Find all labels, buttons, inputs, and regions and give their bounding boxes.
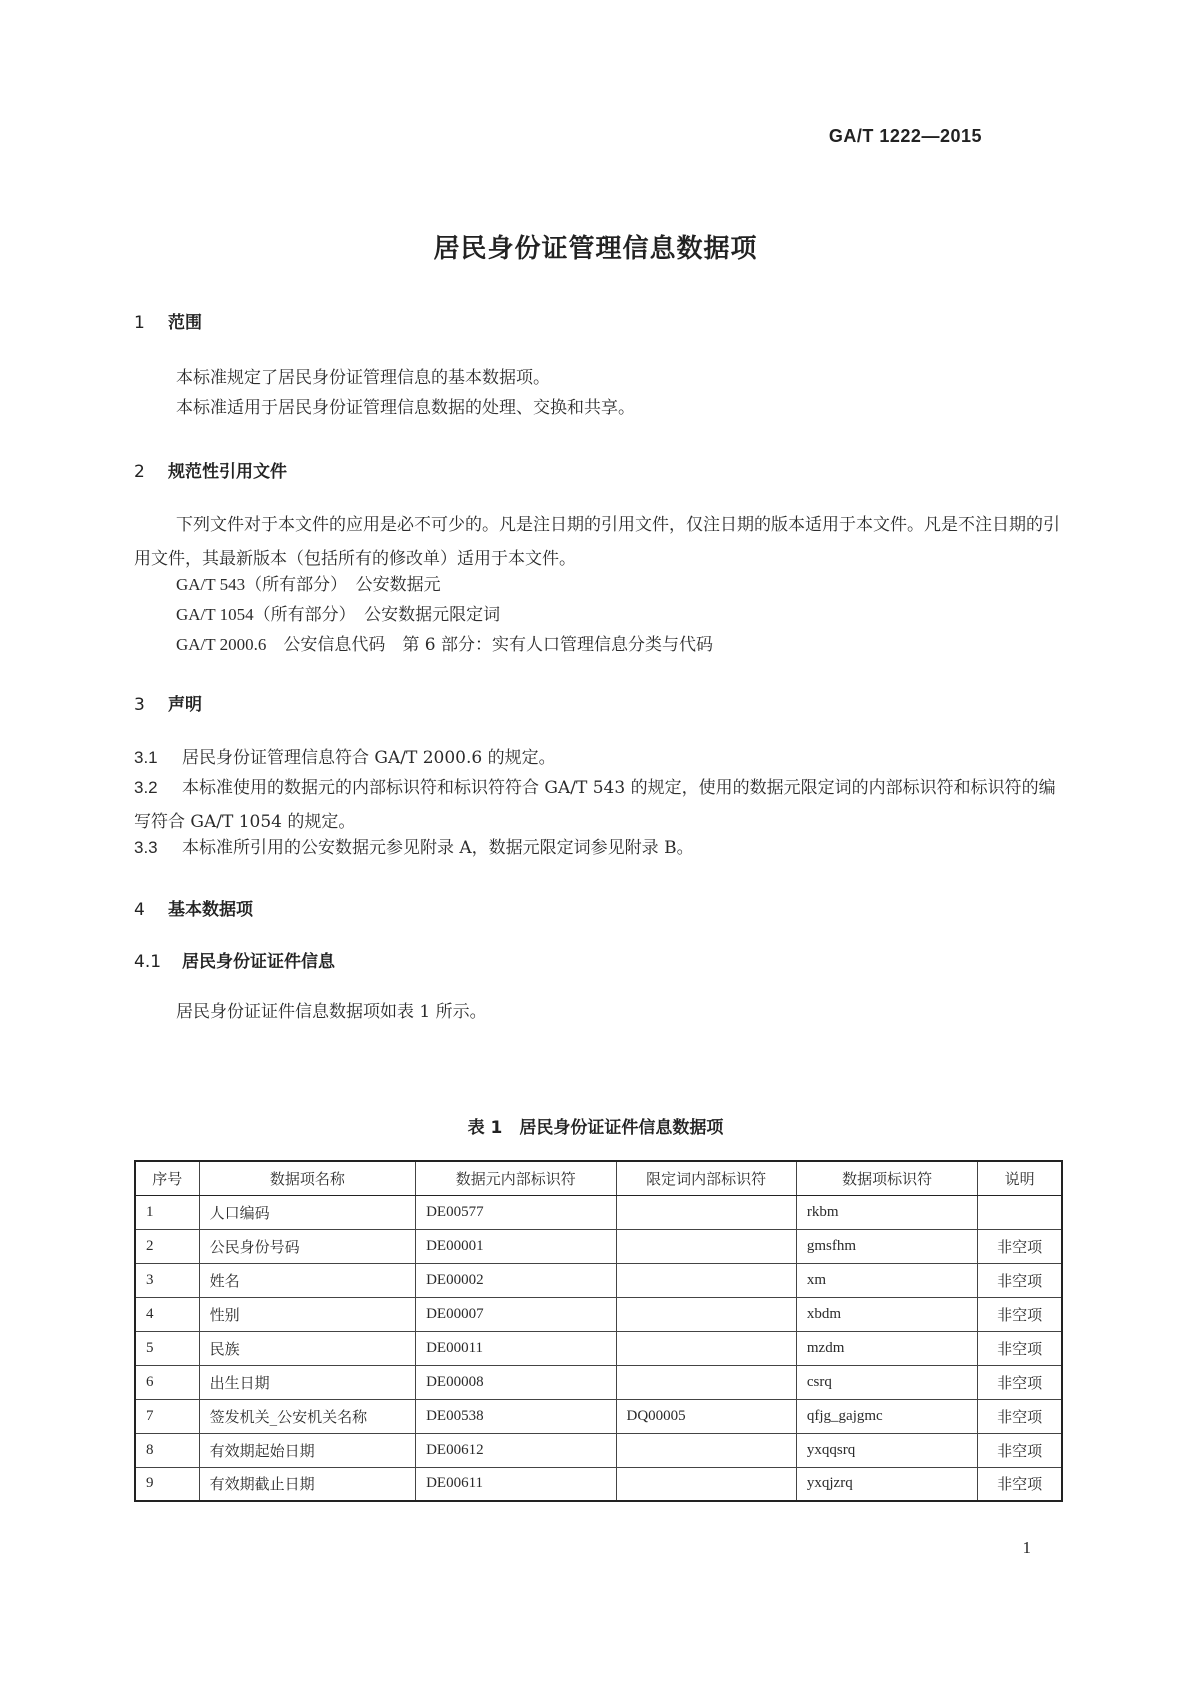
reference-code: GA/T 2000.6 bbox=[176, 635, 267, 654]
cell-seq: 3 bbox=[135, 1263, 199, 1297]
section-number: 2 bbox=[134, 462, 145, 482]
cell-dq-id bbox=[616, 1229, 796, 1263]
clause-3-2 bbox=[134, 771, 1064, 839]
section-number: 4 bbox=[134, 900, 145, 920]
cell-item-name: 民族 bbox=[199, 1331, 415, 1365]
table-row bbox=[135, 1195, 1062, 1229]
cell-de-id: DE00002 bbox=[416, 1263, 616, 1297]
cell-note bbox=[978, 1195, 1062, 1229]
column-header: 说明 bbox=[978, 1161, 1062, 1195]
reference-name: 公安信息代码 第 6 部分：实有人口管理信息分类与代码 bbox=[283, 635, 713, 655]
clause-text: 居民身份证管理信息符合 GA/T 2000.6 的规定。 bbox=[182, 748, 556, 768]
paragraph: 本标准规定了居民身份证管理信息的基本数据项。 bbox=[176, 368, 550, 388]
cell-dq-id bbox=[616, 1195, 796, 1229]
section-title: 范围 bbox=[168, 313, 202, 333]
cell-seq: 8 bbox=[135, 1433, 199, 1467]
section-number: 1 bbox=[134, 313, 145, 333]
cell-dq-id bbox=[616, 1467, 796, 1501]
cell-de-id: DE00612 bbox=[416, 1433, 616, 1467]
table-row bbox=[135, 1331, 1062, 1365]
cell-note: 非空项 bbox=[978, 1297, 1062, 1331]
cell-dq-id bbox=[616, 1365, 796, 1399]
cell-note: 非空项 bbox=[978, 1229, 1062, 1263]
section-3-heading bbox=[134, 690, 202, 715]
table-row bbox=[135, 1467, 1062, 1501]
table-header-row bbox=[135, 1161, 1062, 1195]
cell-item-id: yxqqsrq bbox=[796, 1433, 977, 1467]
cell-seq: 6 bbox=[135, 1365, 199, 1399]
clause-number: 3.3 bbox=[134, 838, 158, 857]
cell-de-id: DE00577 bbox=[416, 1195, 616, 1229]
section-1-heading bbox=[134, 308, 202, 333]
column-header: 数据项标识符 bbox=[796, 1161, 977, 1195]
section-title: 规范性引用文件 bbox=[168, 462, 287, 482]
cell-seq: 7 bbox=[135, 1399, 199, 1433]
clause-number: 3.2 bbox=[134, 778, 158, 797]
cell-item-id: csrq bbox=[796, 1365, 977, 1399]
paragraph: 居民身份证证件信息数据项如表 1 所示。 bbox=[176, 1002, 487, 1022]
cell-note: 非空项 bbox=[978, 1263, 1062, 1297]
cell-seq: 5 bbox=[135, 1331, 199, 1365]
reference-code: GA/T 543（所有部分） bbox=[176, 575, 339, 594]
section-2-heading bbox=[134, 457, 287, 482]
cell-note: 非空项 bbox=[978, 1399, 1062, 1433]
standard-number: GA/T 1222—2015 bbox=[828, 126, 982, 146]
cell-dq-id bbox=[616, 1263, 796, 1297]
paragraph: 本标准适用于居民身份证管理信息数据的处理、交换和共享。 bbox=[176, 398, 635, 418]
clause-3-1 bbox=[134, 741, 1064, 775]
cell-item-id: rkbm bbox=[796, 1195, 977, 1229]
cell-item-name: 签发机关_公安机关名称 bbox=[199, 1399, 415, 1433]
table-row bbox=[135, 1433, 1062, 1467]
normative-reference bbox=[176, 568, 1056, 602]
clause-number: 3.1 bbox=[134, 748, 158, 767]
cell-dq-id bbox=[616, 1433, 796, 1467]
clause-3-3 bbox=[134, 831, 1064, 865]
data-items-table bbox=[134, 1160, 1063, 1502]
cell-item-id: xbdm bbox=[796, 1297, 977, 1331]
column-header: 序号 bbox=[135, 1161, 199, 1195]
section-4-1-heading bbox=[134, 947, 335, 972]
reference-name: 公安数据元限定词 bbox=[364, 605, 501, 625]
document-title: 居民身份证管理信息数据项 bbox=[433, 234, 758, 264]
cell-dq-id: DQ00005 bbox=[616, 1399, 796, 1433]
table-row bbox=[135, 1399, 1062, 1433]
table-row bbox=[135, 1365, 1062, 1399]
cell-item-id: gmsfhm bbox=[796, 1229, 977, 1263]
normative-reference bbox=[176, 598, 1056, 632]
cell-seq: 4 bbox=[135, 1297, 199, 1331]
cell-item-name: 姓名 bbox=[199, 1263, 415, 1297]
column-header: 限定词内部标识符 bbox=[616, 1161, 796, 1195]
normative-reference bbox=[176, 628, 1056, 662]
cell-note: 非空项 bbox=[978, 1467, 1062, 1501]
column-header: 数据元内部标识符 bbox=[416, 1161, 616, 1195]
section-title: 基本数据项 bbox=[168, 900, 253, 920]
table-row bbox=[135, 1297, 1062, 1331]
cell-note: 非空项 bbox=[978, 1365, 1062, 1399]
cell-item-id: mzdm bbox=[796, 1331, 977, 1365]
cell-note: 非空项 bbox=[978, 1433, 1062, 1467]
reference-code: GA/T 1054（所有部分） bbox=[176, 605, 348, 624]
cell-de-id: DE00611 bbox=[416, 1467, 616, 1501]
clause-text: 本标准使用的数据元的内部标识符和标识符符合 GA/T 543 的规定，使用的数据元限定词的内部标识符和标识符的编写符合 GA/T 1054 的规定。 bbox=[134, 778, 1056, 832]
cell-de-id: DE00001 bbox=[416, 1229, 616, 1263]
cell-seq: 1 bbox=[135, 1195, 199, 1229]
cell-de-id: DE00538 bbox=[416, 1399, 616, 1433]
paragraph: 下列文件对于本文件的应用是必不可少的。凡是注日期的引用文件，仅注日期的版本适用于本文件。凡是不注日期的引用文件，其最新版本（包括所有的修改单）适用于本文件。 bbox=[134, 515, 1060, 569]
cell-dq-id bbox=[616, 1331, 796, 1365]
cell-item-name: 公民身份号码 bbox=[199, 1229, 415, 1263]
cell-item-id: yxqjzrq bbox=[796, 1467, 977, 1501]
section-title: 声明 bbox=[168, 695, 202, 715]
clause-text: 本标准所引用的公安数据元参见附录 A，数据元限定词参见附录 B。 bbox=[182, 838, 694, 858]
table-row bbox=[135, 1263, 1062, 1297]
cell-item-name: 有效期起始日期 bbox=[199, 1433, 415, 1467]
cell-item-id: qfjg_gajgmc bbox=[796, 1399, 977, 1433]
cell-de-id: DE00008 bbox=[416, 1365, 616, 1399]
cell-note: 非空项 bbox=[978, 1331, 1062, 1365]
section-4-heading bbox=[134, 895, 253, 920]
cell-seq: 9 bbox=[135, 1467, 199, 1501]
cell-seq: 2 bbox=[135, 1229, 199, 1263]
cell-item-name: 人口编码 bbox=[199, 1195, 415, 1229]
section-title: 居民身份证证件信息 bbox=[182, 952, 335, 972]
table-row bbox=[135, 1229, 1062, 1263]
cell-de-id: DE00011 bbox=[416, 1331, 616, 1365]
cell-item-name: 有效期截止日期 bbox=[199, 1467, 415, 1501]
cell-item-id: xm bbox=[796, 1263, 977, 1297]
cell-item-name: 出生日期 bbox=[199, 1365, 415, 1399]
cell-dq-id bbox=[616, 1297, 796, 1331]
cell-item-name: 性别 bbox=[199, 1297, 415, 1331]
section-number: 4.1 bbox=[134, 952, 162, 972]
table-title: 表 1 居民身份证证件信息数据项 bbox=[467, 1118, 724, 1138]
page-number: 1 bbox=[1022, 1538, 1031, 1557]
column-header: 数据项名称 bbox=[199, 1161, 415, 1195]
reference-name: 公安数据元 bbox=[355, 575, 441, 595]
cell-de-id: DE00007 bbox=[416, 1297, 616, 1331]
section-number: 3 bbox=[134, 695, 145, 715]
